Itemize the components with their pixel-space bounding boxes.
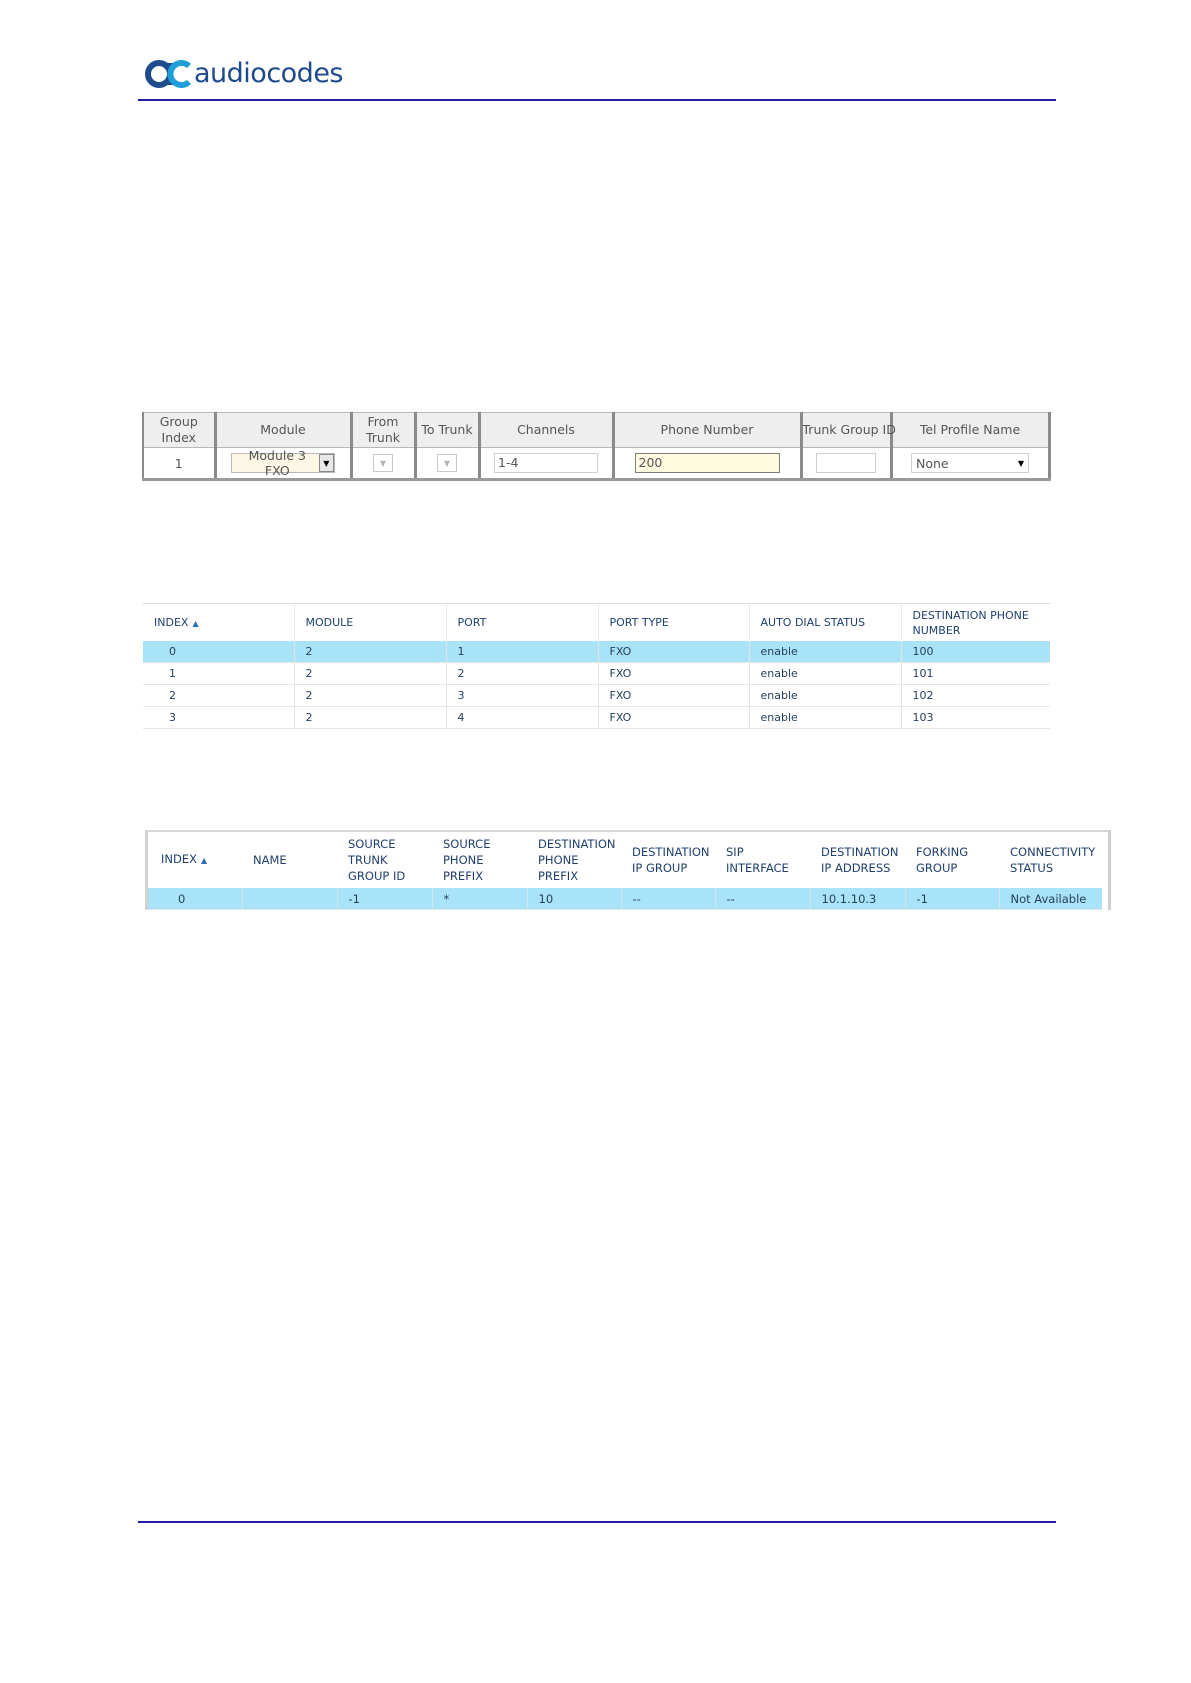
col-module[interactable]: MODULE bbox=[294, 604, 446, 641]
chevron-down-icon: ▼ bbox=[319, 454, 334, 472]
chevron-down-icon: ▼ bbox=[443, 458, 451, 468]
module-cell: 2 bbox=[294, 685, 446, 707]
destination-cell: 100 bbox=[901, 641, 1050, 663]
status-cell: enable bbox=[749, 685, 901, 707]
col-destination-phone-prefix[interactable]: DESTINATION PHONE PREFIX bbox=[538, 837, 616, 883]
col-forking-group[interactable]: FORKING GROUP bbox=[916, 845, 969, 875]
connectivity-status-cell: Not Available bbox=[999, 888, 1102, 910]
chevron-down-icon: ▼ bbox=[1017, 458, 1025, 468]
col-phone-number: Phone Number bbox=[613, 413, 801, 448]
col-source-trunk-group-id[interactable]: SOURCE TRUNK GROUP ID bbox=[348, 837, 406, 883]
port-cell: 1 bbox=[446, 641, 598, 663]
col-source-phone-prefix[interactable]: SOURCE PHONE PREFIX bbox=[443, 837, 491, 883]
table-row[interactable] bbox=[143, 641, 1050, 663]
module-cell: 2 bbox=[294, 663, 446, 685]
name-cell bbox=[242, 888, 337, 910]
table-row bbox=[143, 448, 1049, 480]
col-tel-profile-name: Tel Profile Name bbox=[891, 413, 1049, 448]
logo-text: audiocodes bbox=[194, 58, 343, 89]
audiocodes-logo bbox=[145, 56, 343, 92]
destination-cell: 102 bbox=[901, 685, 1050, 707]
port-cell: 4 bbox=[446, 707, 598, 729]
to-trunk-select[interactable] bbox=[437, 454, 457, 472]
source-phone-prefix-cell: * bbox=[432, 888, 527, 910]
col-trunk-group-id: Trunk Group ID bbox=[801, 413, 891, 448]
col-to-trunk: To Trunk bbox=[415, 413, 479, 448]
source-trunk-group-cell: -1 bbox=[337, 888, 432, 910]
status-cell: enable bbox=[749, 663, 901, 685]
destination-ip-address-cell: 10.1.10.3 bbox=[810, 888, 905, 910]
module-select[interactable]: Module 3 FXO ▼ bbox=[231, 453, 335, 473]
module-cell bbox=[215, 448, 351, 480]
col-sip-interface[interactable]: SIP INTERFACE bbox=[726, 845, 789, 875]
port-cell: 2 bbox=[446, 663, 598, 685]
col-port[interactable]: PORT bbox=[446, 604, 598, 641]
channels-input[interactable]: 1-4 bbox=[494, 453, 598, 473]
destination-cell: 101 bbox=[901, 663, 1050, 685]
port-type-cell: FXO bbox=[598, 663, 749, 685]
index-cell: 0 bbox=[143, 641, 294, 663]
phone-number-cell bbox=[613, 448, 801, 480]
index-cell: 0 bbox=[148, 888, 242, 910]
port-cell: 3 bbox=[446, 685, 598, 707]
col-group-index: Group Index bbox=[143, 413, 215, 448]
audiocodes-logo-icon bbox=[145, 56, 193, 92]
table-header-row bbox=[143, 413, 1049, 448]
table-row[interactable] bbox=[148, 888, 1102, 910]
index-cell: 2 bbox=[143, 685, 294, 707]
status-cell: enable bbox=[749, 641, 901, 663]
header-rule bbox=[138, 99, 1056, 101]
module-cell: 2 bbox=[294, 707, 446, 729]
port-type-cell: FXO bbox=[598, 685, 749, 707]
col-destination-ip-group[interactable]: DESTINATION IP GROUP bbox=[632, 845, 710, 875]
trunk-group-id-cell bbox=[801, 448, 891, 480]
col-from-trunk: From Trunk bbox=[351, 413, 415, 448]
sort-ascending-icon: ▲ bbox=[192, 618, 199, 628]
trunk-group-table bbox=[142, 412, 1048, 480]
chevron-down-icon: ▼ bbox=[379, 458, 387, 468]
table-header-row bbox=[143, 604, 1050, 641]
col-destination-ip-address[interactable]: DESTINATION IP ADDRESS bbox=[821, 845, 899, 875]
footer-rule bbox=[138, 1521, 1056, 1523]
destination-ip-group-cell: -- bbox=[621, 888, 715, 910]
to-trunk-cell bbox=[415, 448, 479, 480]
col-index[interactable]: INDEX ▲ bbox=[154, 615, 199, 629]
index-cell: 1 bbox=[143, 663, 294, 685]
status-cell: enable bbox=[749, 707, 901, 729]
tel-profile-cell bbox=[891, 448, 1049, 480]
port-type-cell: FXO bbox=[598, 707, 749, 729]
table-header-row bbox=[148, 832, 1102, 888]
destination-cell: 103 bbox=[901, 707, 1050, 729]
trunk-group-id-input[interactable] bbox=[816, 453, 876, 473]
routing-table bbox=[145, 830, 1111, 910]
sip-interface-cell: -- bbox=[715, 888, 810, 910]
col-auto-dial-status[interactable]: AUTO DIAL STATUS bbox=[749, 604, 901, 641]
col-connectivity-status[interactable]: CONNECTIVITY STATUS bbox=[1010, 845, 1096, 875]
from-trunk-select[interactable] bbox=[373, 454, 393, 472]
module-cell: 2 bbox=[294, 641, 446, 663]
index-cell: 3 bbox=[143, 707, 294, 729]
col-port-type[interactable]: PORT TYPE bbox=[598, 604, 749, 641]
col-module: Module bbox=[215, 413, 351, 448]
col-name[interactable]: NAME bbox=[253, 853, 287, 867]
phone-number-input[interactable]: 200 bbox=[635, 453, 780, 473]
sort-ascending-icon: ▲ bbox=[201, 856, 208, 865]
port-type-cell: FXO bbox=[598, 641, 749, 663]
col-channels: Channels bbox=[479, 413, 613, 448]
tel-profile-select[interactable]: None ▼ bbox=[911, 453, 1029, 473]
forking-group-cell: -1 bbox=[905, 888, 999, 910]
channels-cell bbox=[479, 448, 613, 480]
table-row[interactable] bbox=[143, 663, 1050, 685]
col-index[interactable]: INDEX ▲ bbox=[161, 852, 208, 866]
from-trunk-cell bbox=[351, 448, 415, 480]
col-destination-phone-number[interactable]: DESTINATION PHONE NUMBER bbox=[901, 604, 1050, 641]
group-index-cell: 1 bbox=[143, 448, 215, 480]
table-row[interactable] bbox=[143, 707, 1050, 729]
auto-dial-table bbox=[143, 603, 1050, 729]
destination-phone-prefix-cell: 10 bbox=[527, 888, 621, 910]
table-row[interactable] bbox=[143, 685, 1050, 707]
